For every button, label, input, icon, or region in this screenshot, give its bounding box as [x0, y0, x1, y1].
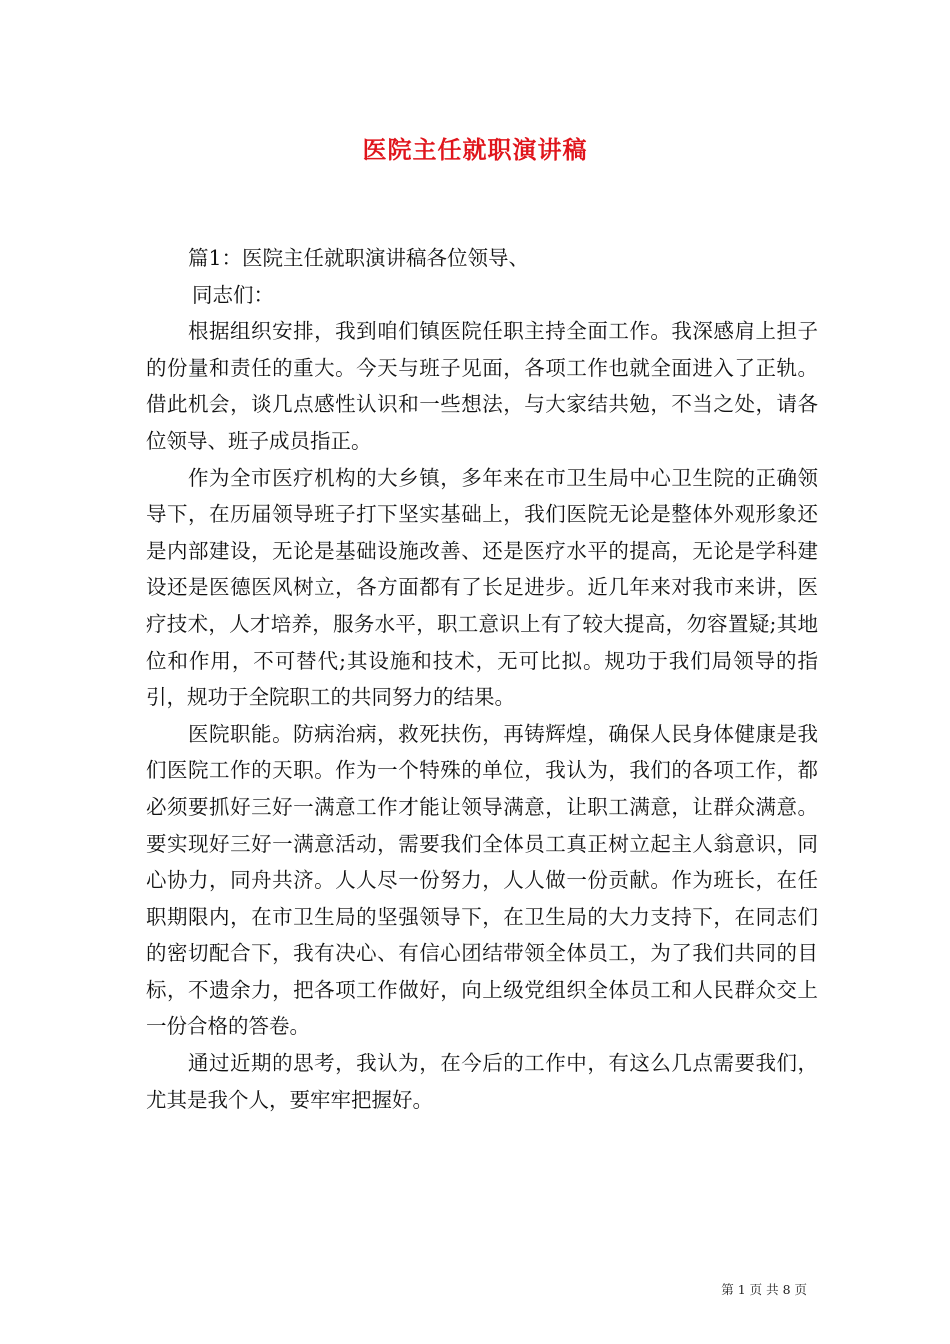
salutation: 同志们：: [192, 282, 274, 307]
document-body: [146, 240, 818, 1118]
paragraph-1: 根据组织安排，我到咱们镇医院任职主持全面工作。我深感肩上担子的份量和责任的重大。今天与班子见面，各项工作也就全面进入了正轨。借此机会，谈几点感性认识和一些想法，与大家结共勉，不当之处，请各位领导、班子成员指正。: [146, 319, 818, 453]
document-title: 医院主任就职演讲稿: [362, 135, 588, 164]
paragraph-3: 医院职能。防病治病，救死扶伤，再铸辉煌，确保人民身体健康是我们医院工作的天职。作为一个特殊的单位，我认为，我们的各项工作，都必须要抓好三好一满意工作才能让领导满意，让职工满意，让群众满意。要实现好三好一满意活动，需要我们全体员工真正树立起主人翁意识，同心协力，同舟共济。人人尽一份努力，人人做一份贡献。作为班长，在任职期限内，在市卫生局的坚强领导下，在卫生局的大力支持下，在同志们的密切配合下，我有决心、有信心团结带领全体员工，为了我们共同的目标，不遗余力，把各项工作做好，向上级党组织全体员工和人民群众交上一份合格的答卷。: [146, 721, 818, 1039]
heading-line: 篇1：医院主任就职演讲稿各位领导、: [188, 246, 530, 270]
paragraph-4: 通过近期的思考，我认为，在今后的工作中，有这么几点需要我们，尤其是我个人，要牢牢把握好。: [146, 1051, 818, 1112]
paragraph-2: 作为全市医疗机构的大乡镇，多年来在市卫生局中心卫生院的正确领导下，在历届领导班子打下坚实基础上，我们医院无论是整体外观形象还是内部建设，无论是基础设施改善、还是医疗水平的提高，无论是学科建设还是医德医风树立，各方面都有了长足进步。近几年来对我市来讲，医疗技术，人才培养，服务水平，职工意识上有了较大提高，勿容置疑;其地位和作用，不可替代;其设施和技术，无可比拟。规功于我们局领导的指引，规功于全院职工的共同努力的结果。: [146, 465, 818, 710]
page-number: 第 1 页 共 8 页: [721, 1282, 807, 1297]
